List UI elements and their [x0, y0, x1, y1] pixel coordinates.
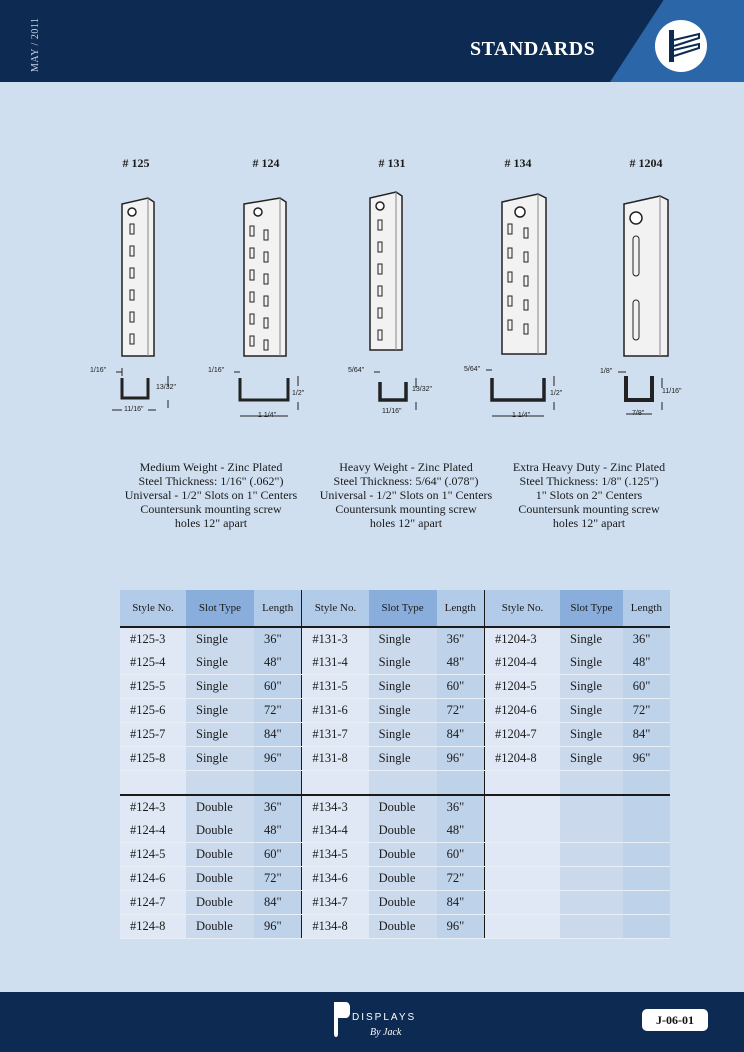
- dim-125-width: 11/16": [124, 406, 144, 413]
- desc-line: Steel Thickness: 1/8" (.125"): [519, 474, 659, 488]
- table-cell: 36": [254, 627, 302, 651]
- table-cell: Single: [369, 699, 437, 723]
- table-header-row: [120, 590, 670, 627]
- col-style: Style No.: [302, 590, 369, 627]
- table-cell: #131-7: [302, 723, 369, 747]
- table-row: [120, 675, 670, 699]
- table-cell: Double: [186, 819, 254, 843]
- table-cell: 84": [437, 891, 485, 915]
- dim-1204-depth: 11/16": [662, 388, 682, 395]
- table-cell: #124-3: [120, 795, 186, 819]
- empty-cell: [623, 867, 670, 891]
- table-cell: 36": [623, 627, 670, 651]
- empty-cell: [484, 867, 560, 891]
- table-cell: Single: [560, 627, 623, 651]
- col-slot: Slot Type: [560, 590, 623, 627]
- table-spacer-row: [120, 771, 670, 796]
- table-cell: #131-8: [302, 747, 369, 771]
- table-row: [120, 795, 670, 819]
- brand-logo-icon: [330, 998, 350, 1040]
- dim-1204-width: 7/8": [632, 410, 645, 417]
- dim-131-thickness: 5/64": [348, 367, 365, 374]
- col-length: Length: [254, 590, 302, 627]
- empty-cell: [484, 891, 560, 915]
- empty-cell: [484, 795, 560, 819]
- table-cell: 60": [437, 843, 485, 867]
- standard-label-124: # 124: [252, 156, 280, 170]
- table-cell: Double: [369, 891, 437, 915]
- empty-cell: [484, 819, 560, 843]
- table-cell: Single: [186, 723, 254, 747]
- table-cell: Double: [369, 843, 437, 867]
- description-extra-heavy: [489, 460, 689, 530]
- empty-cell: [254, 771, 302, 796]
- table-cell: Single: [560, 747, 623, 771]
- empty-cell: [623, 795, 670, 819]
- table-cell: 72": [623, 699, 670, 723]
- table-cell: Single: [369, 747, 437, 771]
- issue-date: MAY / 2011: [30, 17, 41, 72]
- table-cell: Double: [186, 795, 254, 819]
- desc-line: Universal - 1/2" Slots on 1" Centers: [319, 488, 493, 502]
- empty-cell: [560, 915, 623, 939]
- empty-cell: [560, 795, 623, 819]
- table-cell: #124-6: [120, 867, 186, 891]
- table-cell: #125-6: [120, 699, 186, 723]
- table-cell: #124-4: [120, 819, 186, 843]
- empty-cell: [302, 771, 369, 796]
- table-cell: 36": [254, 795, 302, 819]
- table-cell: Single: [186, 747, 254, 771]
- table-cell: 48": [254, 819, 302, 843]
- empty-cell: [623, 891, 670, 915]
- standard-134-image: [498, 192, 550, 356]
- table-row: [120, 891, 670, 915]
- desc-line: Heavy Weight - Zinc Plated: [339, 460, 473, 474]
- table-cell: 36": [437, 627, 485, 651]
- standard-label-134: # 134: [504, 156, 532, 170]
- table-cell: Single: [186, 675, 254, 699]
- desc-line: Universal - 1/2" Slots on 1" Centers: [124, 488, 298, 502]
- description-heavy-weight: [306, 460, 506, 530]
- table-cell: #125-7: [120, 723, 186, 747]
- table-cell: 48": [437, 651, 485, 675]
- table-cell: #124-7: [120, 891, 186, 915]
- dim-124-width: 1 1/4": [258, 412, 277, 419]
- col-slot: Slot Type: [186, 590, 254, 627]
- col-slot: Slot Type: [369, 590, 437, 627]
- table-cell: 48": [437, 819, 485, 843]
- col-style: Style No.: [120, 590, 186, 627]
- table-cell: Single: [560, 699, 623, 723]
- table-cell: 84": [254, 723, 302, 747]
- table-cell: 60": [437, 675, 485, 699]
- table-cell: Double: [186, 843, 254, 867]
- table-row: [120, 843, 670, 867]
- empty-cell: [560, 867, 623, 891]
- table-cell: #1204-6: [484, 699, 560, 723]
- empty-cell: [484, 771, 560, 796]
- dim-125-thickness: 1/16": [90, 367, 107, 374]
- dim-134-thickness: 5/64": [464, 366, 481, 373]
- dim-125-depth: 13/32": [156, 384, 177, 391]
- table-row: [120, 627, 670, 651]
- table-cell: #131-3: [302, 627, 369, 651]
- table-cell: 96": [623, 747, 670, 771]
- empty-cell: [623, 819, 670, 843]
- table-cell: #125-4: [120, 651, 186, 675]
- dim-1204-thickness: 1/8": [600, 368, 613, 375]
- table-cell: #131-4: [302, 651, 369, 675]
- empty-cell: [437, 771, 485, 796]
- table-cell: 96": [254, 747, 302, 771]
- col-style: Style No.: [484, 590, 560, 627]
- desc-line: Medium Weight - Zinc Plated: [139, 460, 283, 474]
- desc-line: 1" Slots on 2" Centers: [535, 488, 643, 502]
- table-row: [120, 915, 670, 939]
- empty-cell: [623, 915, 670, 939]
- desc-line: Countersunk mounting screw: [335, 502, 477, 516]
- col-length: Length: [623, 590, 670, 627]
- empty-cell: [623, 771, 670, 796]
- desc-line: Countersunk mounting screw: [140, 502, 282, 516]
- table-cell: 84": [254, 891, 302, 915]
- table-row: [120, 747, 670, 771]
- desc-line: Countersunk mounting screw: [518, 502, 660, 516]
- table-cell: 84": [437, 723, 485, 747]
- empty-cell: [369, 771, 437, 796]
- desc-line: Extra Heavy Duty - Zinc Plated: [512, 460, 666, 474]
- standard-1204-image: [620, 194, 672, 358]
- table-cell: Double: [369, 819, 437, 843]
- table-cell: 72": [437, 699, 485, 723]
- table-cell: 36": [437, 795, 485, 819]
- desc-line: holes 12" apart: [369, 516, 443, 530]
- table-cell: #1204-8: [484, 747, 560, 771]
- table-row: [120, 867, 670, 891]
- empty-cell: [623, 843, 670, 867]
- table-cell: Single: [369, 627, 437, 651]
- table-cell: #134-7: [302, 891, 369, 915]
- empty-cell: [560, 891, 623, 915]
- table-cell: 72": [254, 867, 302, 891]
- table-cell: #125-8: [120, 747, 186, 771]
- table-cell: 48": [254, 651, 302, 675]
- table-cell: Single: [560, 675, 623, 699]
- table-cell: 84": [623, 723, 670, 747]
- spec-table: [120, 590, 670, 939]
- table-cell: Double: [369, 867, 437, 891]
- empty-cell: [484, 915, 560, 939]
- standard-131-image: [366, 190, 406, 352]
- table-cell: 60": [254, 675, 302, 699]
- table-cell: #134-6: [302, 867, 369, 891]
- table-cell: Double: [186, 891, 254, 915]
- table-cell: Single: [560, 651, 623, 675]
- table-cell: Single: [369, 651, 437, 675]
- dim-124-thickness: 1/16": [208, 367, 225, 374]
- table-cell: 72": [437, 867, 485, 891]
- dim-134-depth: 1/2": [550, 390, 563, 397]
- table-cell: #125-5: [120, 675, 186, 699]
- table-cell: #131-6: [302, 699, 369, 723]
- table-cell: #134-3: [302, 795, 369, 819]
- standard-label-131: # 131: [378, 156, 406, 170]
- desc-line: holes 12" apart: [174, 516, 248, 530]
- table-cell: 72": [254, 699, 302, 723]
- table-cell: #124-5: [120, 843, 186, 867]
- col-length: Length: [437, 590, 485, 627]
- empty-cell: [120, 771, 186, 796]
- desc-line: Steel Thickness: 5/64" (.078"): [333, 474, 479, 488]
- table-cell: 60": [623, 675, 670, 699]
- table-cell: Single: [186, 699, 254, 723]
- table-row: [120, 723, 670, 747]
- table-row: [120, 819, 670, 843]
- table-cell: 96": [254, 915, 302, 939]
- table-cell: 48": [623, 651, 670, 675]
- table-cell: Single: [369, 723, 437, 747]
- description-medium-weight: [111, 460, 311, 530]
- table-cell: #1204-7: [484, 723, 560, 747]
- empty-cell: [560, 843, 623, 867]
- standards-icon: [655, 20, 707, 72]
- table-cell: Double: [369, 915, 437, 939]
- table-cell: 96": [437, 915, 485, 939]
- table-cell: #125-3: [120, 627, 186, 651]
- dim-131-depth: 13/32": [412, 386, 433, 393]
- table-cell: 60": [254, 843, 302, 867]
- empty-cell: [186, 771, 254, 796]
- desc-line: holes 12" apart: [552, 516, 626, 530]
- dim-134-width: 1 1/4": [512, 412, 531, 419]
- brand-name: DISPLAYS: [352, 1012, 417, 1023]
- table-cell: Single: [186, 651, 254, 675]
- table-row: [120, 651, 670, 675]
- table-cell: #1204-4: [484, 651, 560, 675]
- table-cell: Single: [369, 675, 437, 699]
- page-code: J-06-01: [642, 1009, 708, 1031]
- dim-131-width: 11/16": [382, 408, 402, 415]
- table-cell: Single: [560, 723, 623, 747]
- table-cell: #131-5: [302, 675, 369, 699]
- table-cell: 96": [437, 747, 485, 771]
- table-row: [120, 699, 670, 723]
- table-cell: Double: [186, 867, 254, 891]
- dim-124-depth: 1/2": [292, 390, 305, 397]
- standard-125-image: [118, 196, 158, 358]
- empty-cell: [560, 771, 623, 796]
- standard-label-1204: # 1204: [629, 156, 663, 170]
- standard-124-image: [240, 196, 290, 358]
- empty-cell: [560, 819, 623, 843]
- empty-cell: [484, 843, 560, 867]
- page-title: STANDARDS: [470, 38, 596, 60]
- table-cell: Double: [186, 915, 254, 939]
- table-cell: #134-4: [302, 819, 369, 843]
- table-cell: #134-8: [302, 915, 369, 939]
- table-cell: Double: [369, 795, 437, 819]
- brand-tagline: By Jack: [370, 1027, 402, 1038]
- table-cell: #134-5: [302, 843, 369, 867]
- standard-label-125: # 125: [122, 156, 150, 170]
- table-cell: Single: [186, 627, 254, 651]
- table-cell: #1204-5: [484, 675, 560, 699]
- table-cell: #124-8: [120, 915, 186, 939]
- desc-line: Steel Thickness: 1/16" (.062"): [138, 474, 284, 488]
- table-cell: #1204-3: [484, 627, 560, 651]
